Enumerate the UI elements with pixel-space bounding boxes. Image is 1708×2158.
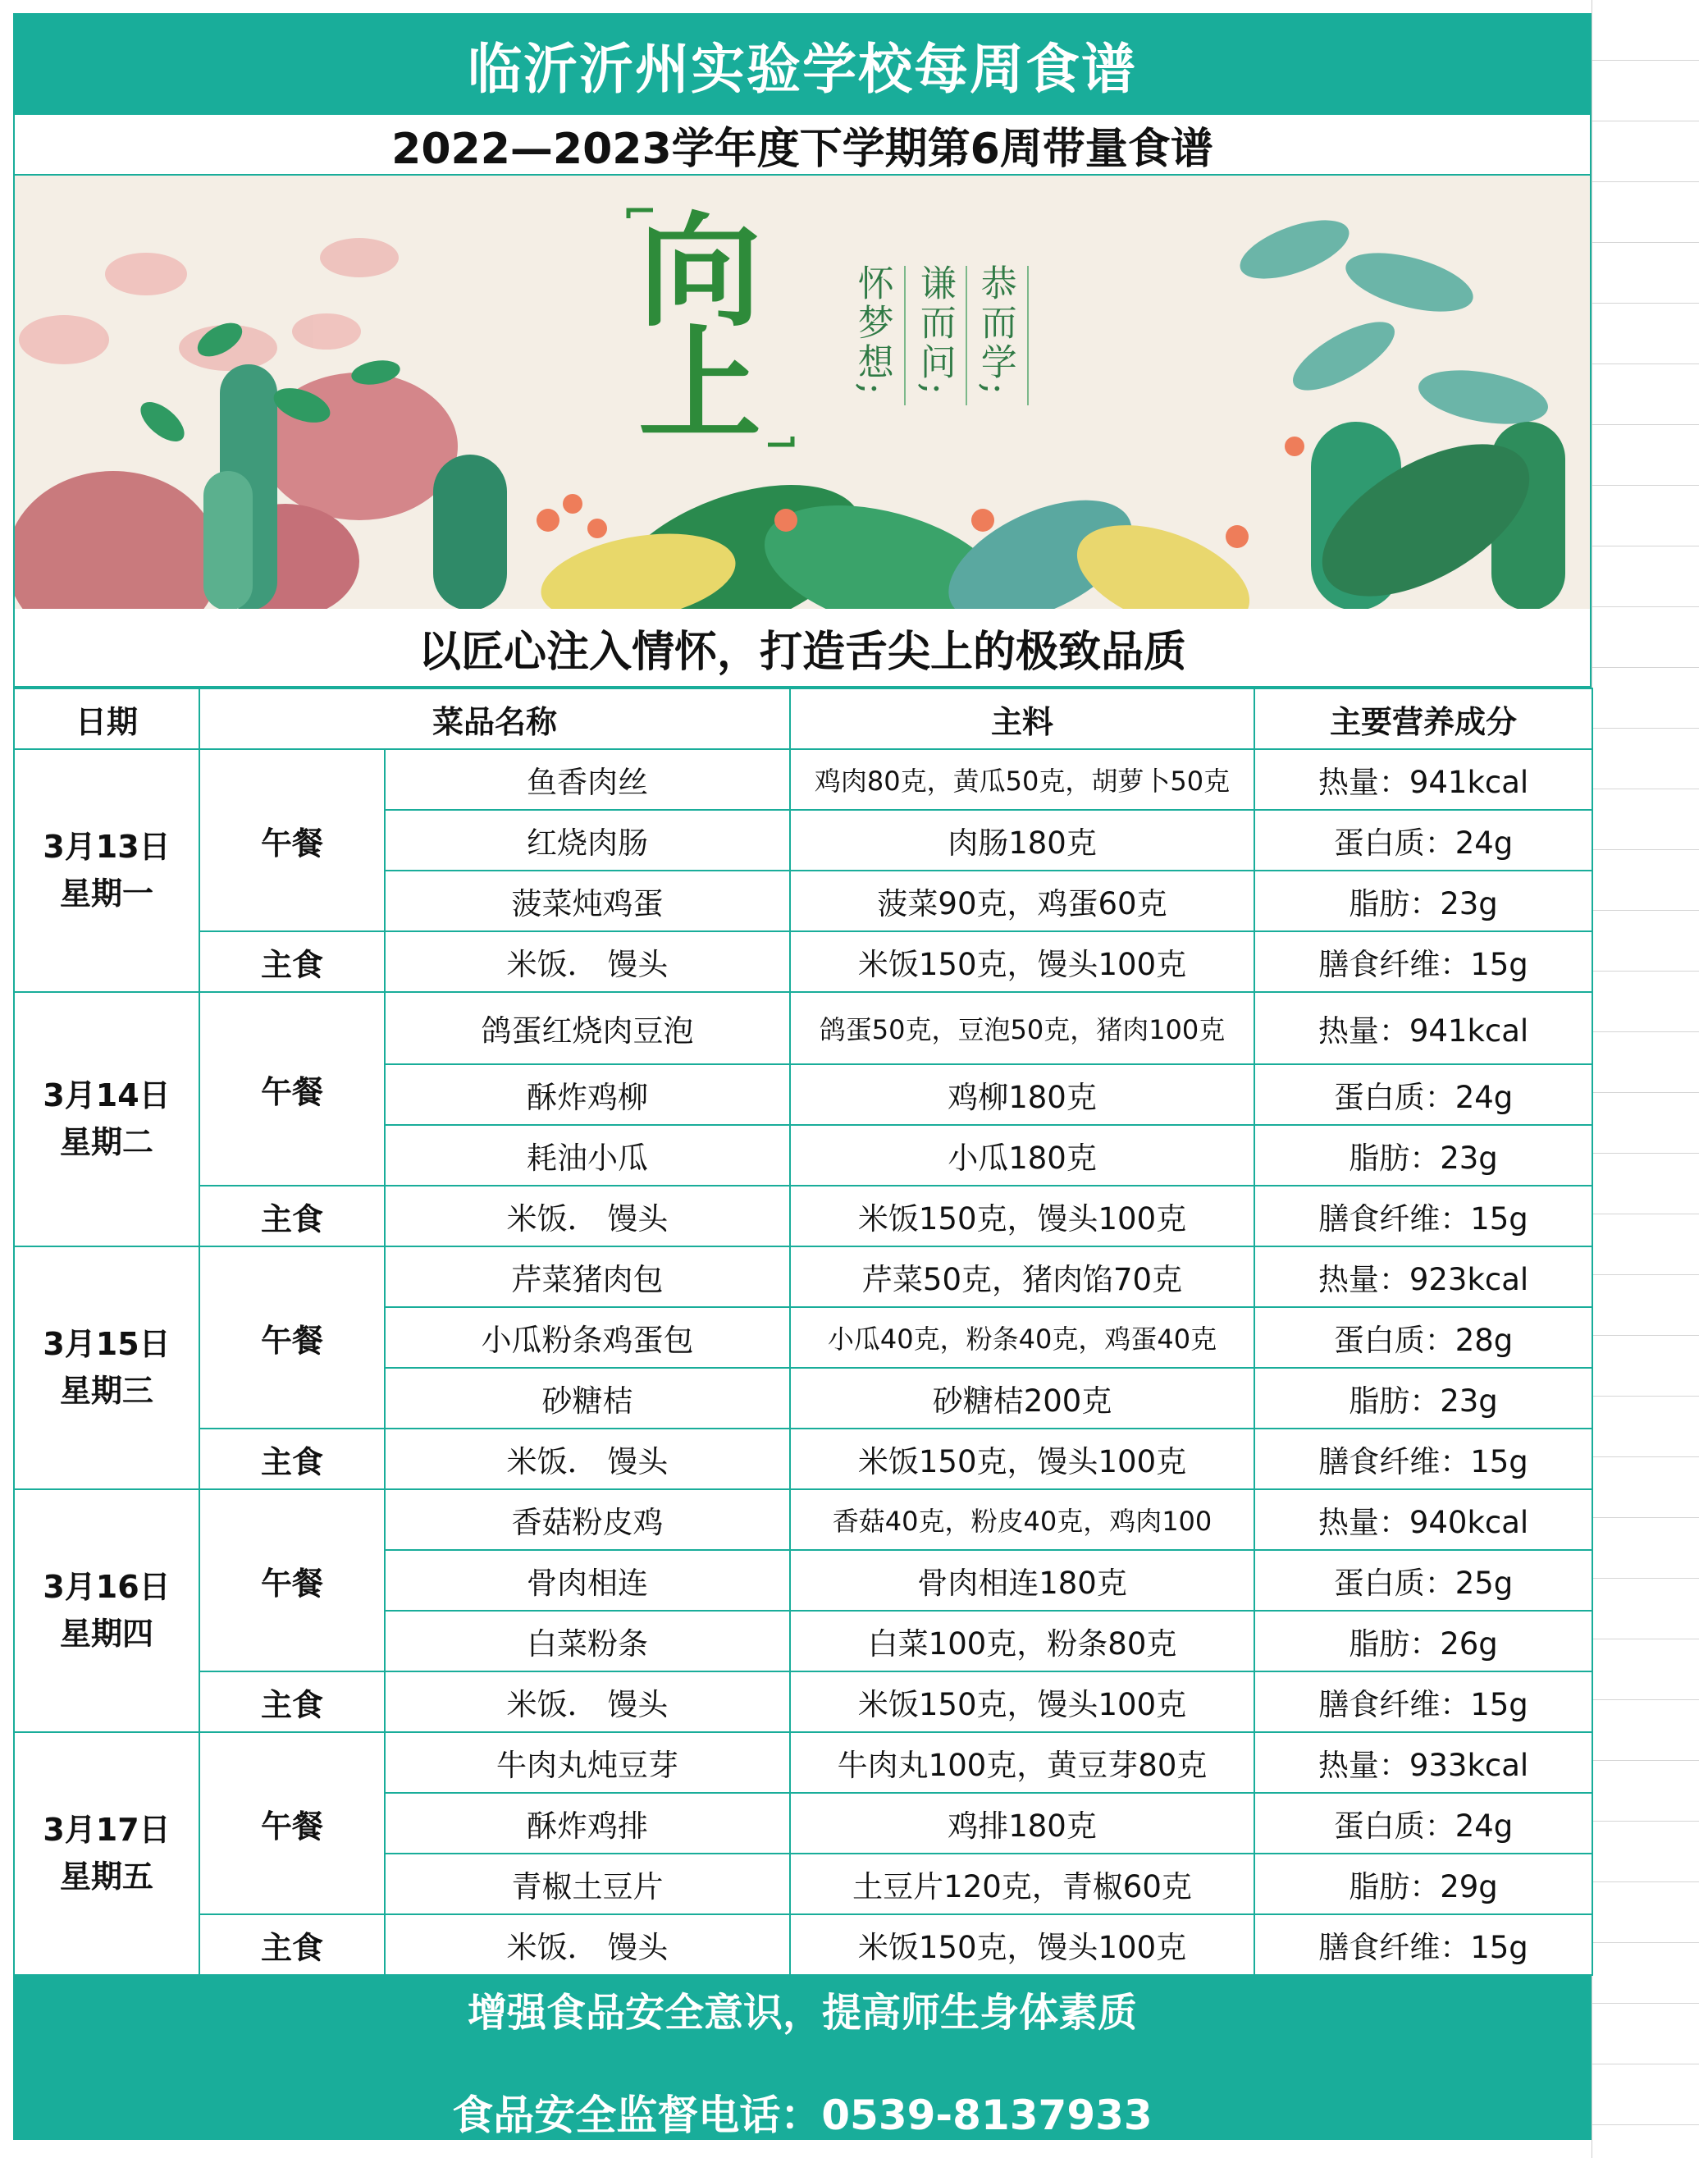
staple-label: 主食	[199, 931, 385, 992]
lunch-label: 午餐	[199, 749, 385, 931]
staple-name: 米饭． 馒头	[385, 1186, 790, 1246]
header-ingredients: 主料	[790, 688, 1254, 749]
nutrition: 脂肪：23g	[1254, 871, 1592, 931]
staple-name: 米饭． 馒头	[385, 1914, 790, 1975]
table-row	[14, 992, 1592, 1064]
ingredients: 小瓜180克	[790, 1125, 1254, 1186]
table-row	[14, 1914, 1592, 1975]
table-header-row	[14, 688, 1592, 749]
dish-name: 鸽蛋红烧肉豆泡	[385, 992, 790, 1064]
dish-name: 红烧肉肠	[385, 810, 790, 871]
banner-image	[13, 176, 1592, 609]
day-weekday: 星期四	[59, 1616, 153, 1652]
dish-name: 酥炸鸡柳	[385, 1064, 790, 1125]
ingredients: 鸡肉80克，黄瓜50克，胡萝卜50克	[790, 749, 1254, 810]
dish-name: 酥炸鸡排	[385, 1793, 790, 1854]
nutrition: 热量：933kcal	[1254, 1732, 1592, 1793]
staple-label: 主食	[199, 1914, 385, 1975]
nutrition: 脂肪：29g	[1254, 1854, 1592, 1914]
footer-hotline: 食品安全监督电话：0539-8137933	[452, 2092, 1153, 2139]
header-date: 日期	[14, 688, 199, 749]
menu-sheet	[13, 13, 1592, 2140]
dish-name: 鱼香肉丝	[385, 749, 790, 810]
ingredients: 砂糖桔200克	[790, 1368, 1254, 1429]
staple-label: 主食	[199, 1671, 385, 1732]
ingredients: 土豆片120克，青椒60克	[790, 1854, 1254, 1914]
lunch-label: 午餐	[199, 992, 385, 1186]
header-nutrition: 主要营养成分	[1254, 688, 1592, 749]
ingredients: 米饭150克，馒头100克	[790, 931, 1254, 992]
footer	[13, 1976, 1592, 2140]
dish-name: 青椒土豆片	[385, 1854, 790, 1914]
day-weekday: 星期二	[59, 1124, 153, 1160]
ingredients: 牛肉丸100克，黄豆芽80克	[790, 1732, 1254, 1793]
day-date: 3月13日	[43, 829, 171, 865]
nutrition: 膳食纤维：15g	[1254, 1186, 1592, 1246]
dish-name: 耗油小瓜	[385, 1125, 790, 1186]
dish-name: 砂糖桔	[385, 1368, 790, 1429]
ingredients: 鸡柳180克	[790, 1064, 1254, 1125]
day-weekday: 星期三	[59, 1373, 153, 1409]
ingredients: 小瓜40克，粉条40克，鸡蛋40克	[790, 1307, 1254, 1368]
table-row	[14, 1489, 1592, 1550]
day-date-cell	[14, 1489, 199, 1732]
menu-table	[13, 688, 1593, 1976]
banner-illustration	[15, 176, 1590, 609]
nutrition: 膳食纤维：15g	[1254, 1429, 1592, 1489]
table-row	[14, 1732, 1592, 1793]
ingredients: 菠菜90克，鸡蛋60克	[790, 871, 1254, 931]
dish-name: 香菇粉皮鸡	[385, 1489, 790, 1550]
nutrition: 蛋白质：25g	[1254, 1550, 1592, 1611]
nutrition: 热量：941kcal	[1254, 749, 1592, 810]
nutrition: 膳食纤维：15g	[1254, 1671, 1592, 1732]
ingredients: 白菜100克，粉条80克	[790, 1611, 1254, 1671]
header-dish: 菜品名称	[199, 688, 790, 749]
staple-label: 主食	[199, 1429, 385, 1489]
nutrition: 蛋白质：24g	[1254, 1793, 1592, 1854]
nutrition: 蛋白质：24g	[1254, 1064, 1592, 1125]
nutrition: 脂肪：26g	[1254, 1611, 1592, 1671]
spreadsheet-grid	[1592, 0, 1699, 2158]
nutrition: 脂肪：23g	[1254, 1368, 1592, 1429]
day-date: 3月16日	[43, 1569, 171, 1605]
menu-body	[14, 749, 1592, 1975]
nutrition: 膳食纤维：15g	[1254, 1914, 1592, 1975]
page-title: 临沂沂州实验学校每周食谱	[13, 13, 1592, 115]
day-date-cell	[14, 749, 199, 992]
day-weekday: 星期五	[59, 1859, 153, 1895]
day-weekday: 星期一	[59, 876, 153, 912]
nutrition: 热量：940kcal	[1254, 1489, 1592, 1550]
table-row	[14, 1246, 1592, 1307]
table-row	[14, 749, 1592, 810]
staple-name: 米饭． 馒头	[385, 1429, 790, 1489]
table-row	[14, 1429, 1592, 1489]
dish-name: 白菜粉条	[385, 1611, 790, 1671]
ingredients: 肉肠180克	[790, 810, 1254, 871]
day-date: 3月17日	[43, 1812, 171, 1848]
ingredients: 骨肉相连180克	[790, 1550, 1254, 1611]
table-row	[14, 1671, 1592, 1732]
nutrition: 脂肪：23g	[1254, 1125, 1592, 1186]
lunch-label: 午餐	[199, 1489, 385, 1671]
dish-name: 牛肉丸炖豆芽	[385, 1732, 790, 1793]
day-date-cell	[14, 1732, 199, 1975]
ingredients: 米饭150克，馒头100克	[790, 1671, 1254, 1732]
ingredients: 米饭150克，馒头100克	[790, 1429, 1254, 1489]
staple-label: 主食	[199, 1186, 385, 1246]
staple-name: 米饭． 馒头	[385, 1671, 790, 1732]
page-subtitle: 2022—2023学年度下学期第6周带量食谱	[13, 115, 1592, 176]
banner-line-1: 恭而学;	[974, 264, 1016, 398]
dish-name: 芹菜猪肉包	[385, 1246, 790, 1307]
table-row	[14, 1186, 1592, 1246]
lunch-label: 午餐	[199, 1732, 385, 1914]
day-date: 3月14日	[43, 1077, 171, 1113]
nutrition: 热量：941kcal	[1254, 992, 1592, 1064]
slogan: 以匠心注入情怀，打造舌尖上的极致品质	[13, 609, 1592, 688]
nutrition: 蛋白质：24g	[1254, 810, 1592, 871]
ingredients: 鸡排180克	[790, 1793, 1254, 1854]
ingredients: 芹菜50克，猪肉馅70克	[790, 1246, 1254, 1307]
table-row	[14, 931, 1592, 992]
staple-name: 米饭． 馒头	[385, 931, 790, 992]
ingredients: 鸽蛋50克，豆泡50克，猪肉100克	[790, 992, 1254, 1064]
ingredients: 米饭150克，馒头100克	[790, 1914, 1254, 1975]
nutrition: 热量：923kcal	[1254, 1246, 1592, 1307]
banner-line-3: 怀梦想;	[851, 264, 893, 398]
day-date-cell	[14, 1246, 199, 1489]
day-date: 3月15日	[43, 1326, 171, 1362]
ingredients: 香菇40克，粉皮40克，鸡肉100	[790, 1489, 1254, 1550]
dish-name: 菠菜炖鸡蛋	[385, 871, 790, 931]
dish-name: 骨肉相连	[385, 1550, 790, 1611]
banner-line-2: 谦而问;	[913, 264, 956, 398]
banner-char-1: 向	[638, 199, 762, 344]
nutrition: 膳食纤维：15g	[1254, 931, 1592, 992]
banner-char-2: 上	[638, 313, 762, 457]
ingredients: 米饭150克，馒头100克	[790, 1186, 1254, 1246]
footer-safety-slogan: 增强食品安全意识，提高师生身体素质	[467, 1990, 1137, 2036]
lunch-label: 午餐	[199, 1246, 385, 1429]
day-date-cell	[14, 992, 199, 1246]
nutrition: 蛋白质：28g	[1254, 1307, 1592, 1368]
dish-name: 小瓜粉条鸡蛋包	[385, 1307, 790, 1368]
